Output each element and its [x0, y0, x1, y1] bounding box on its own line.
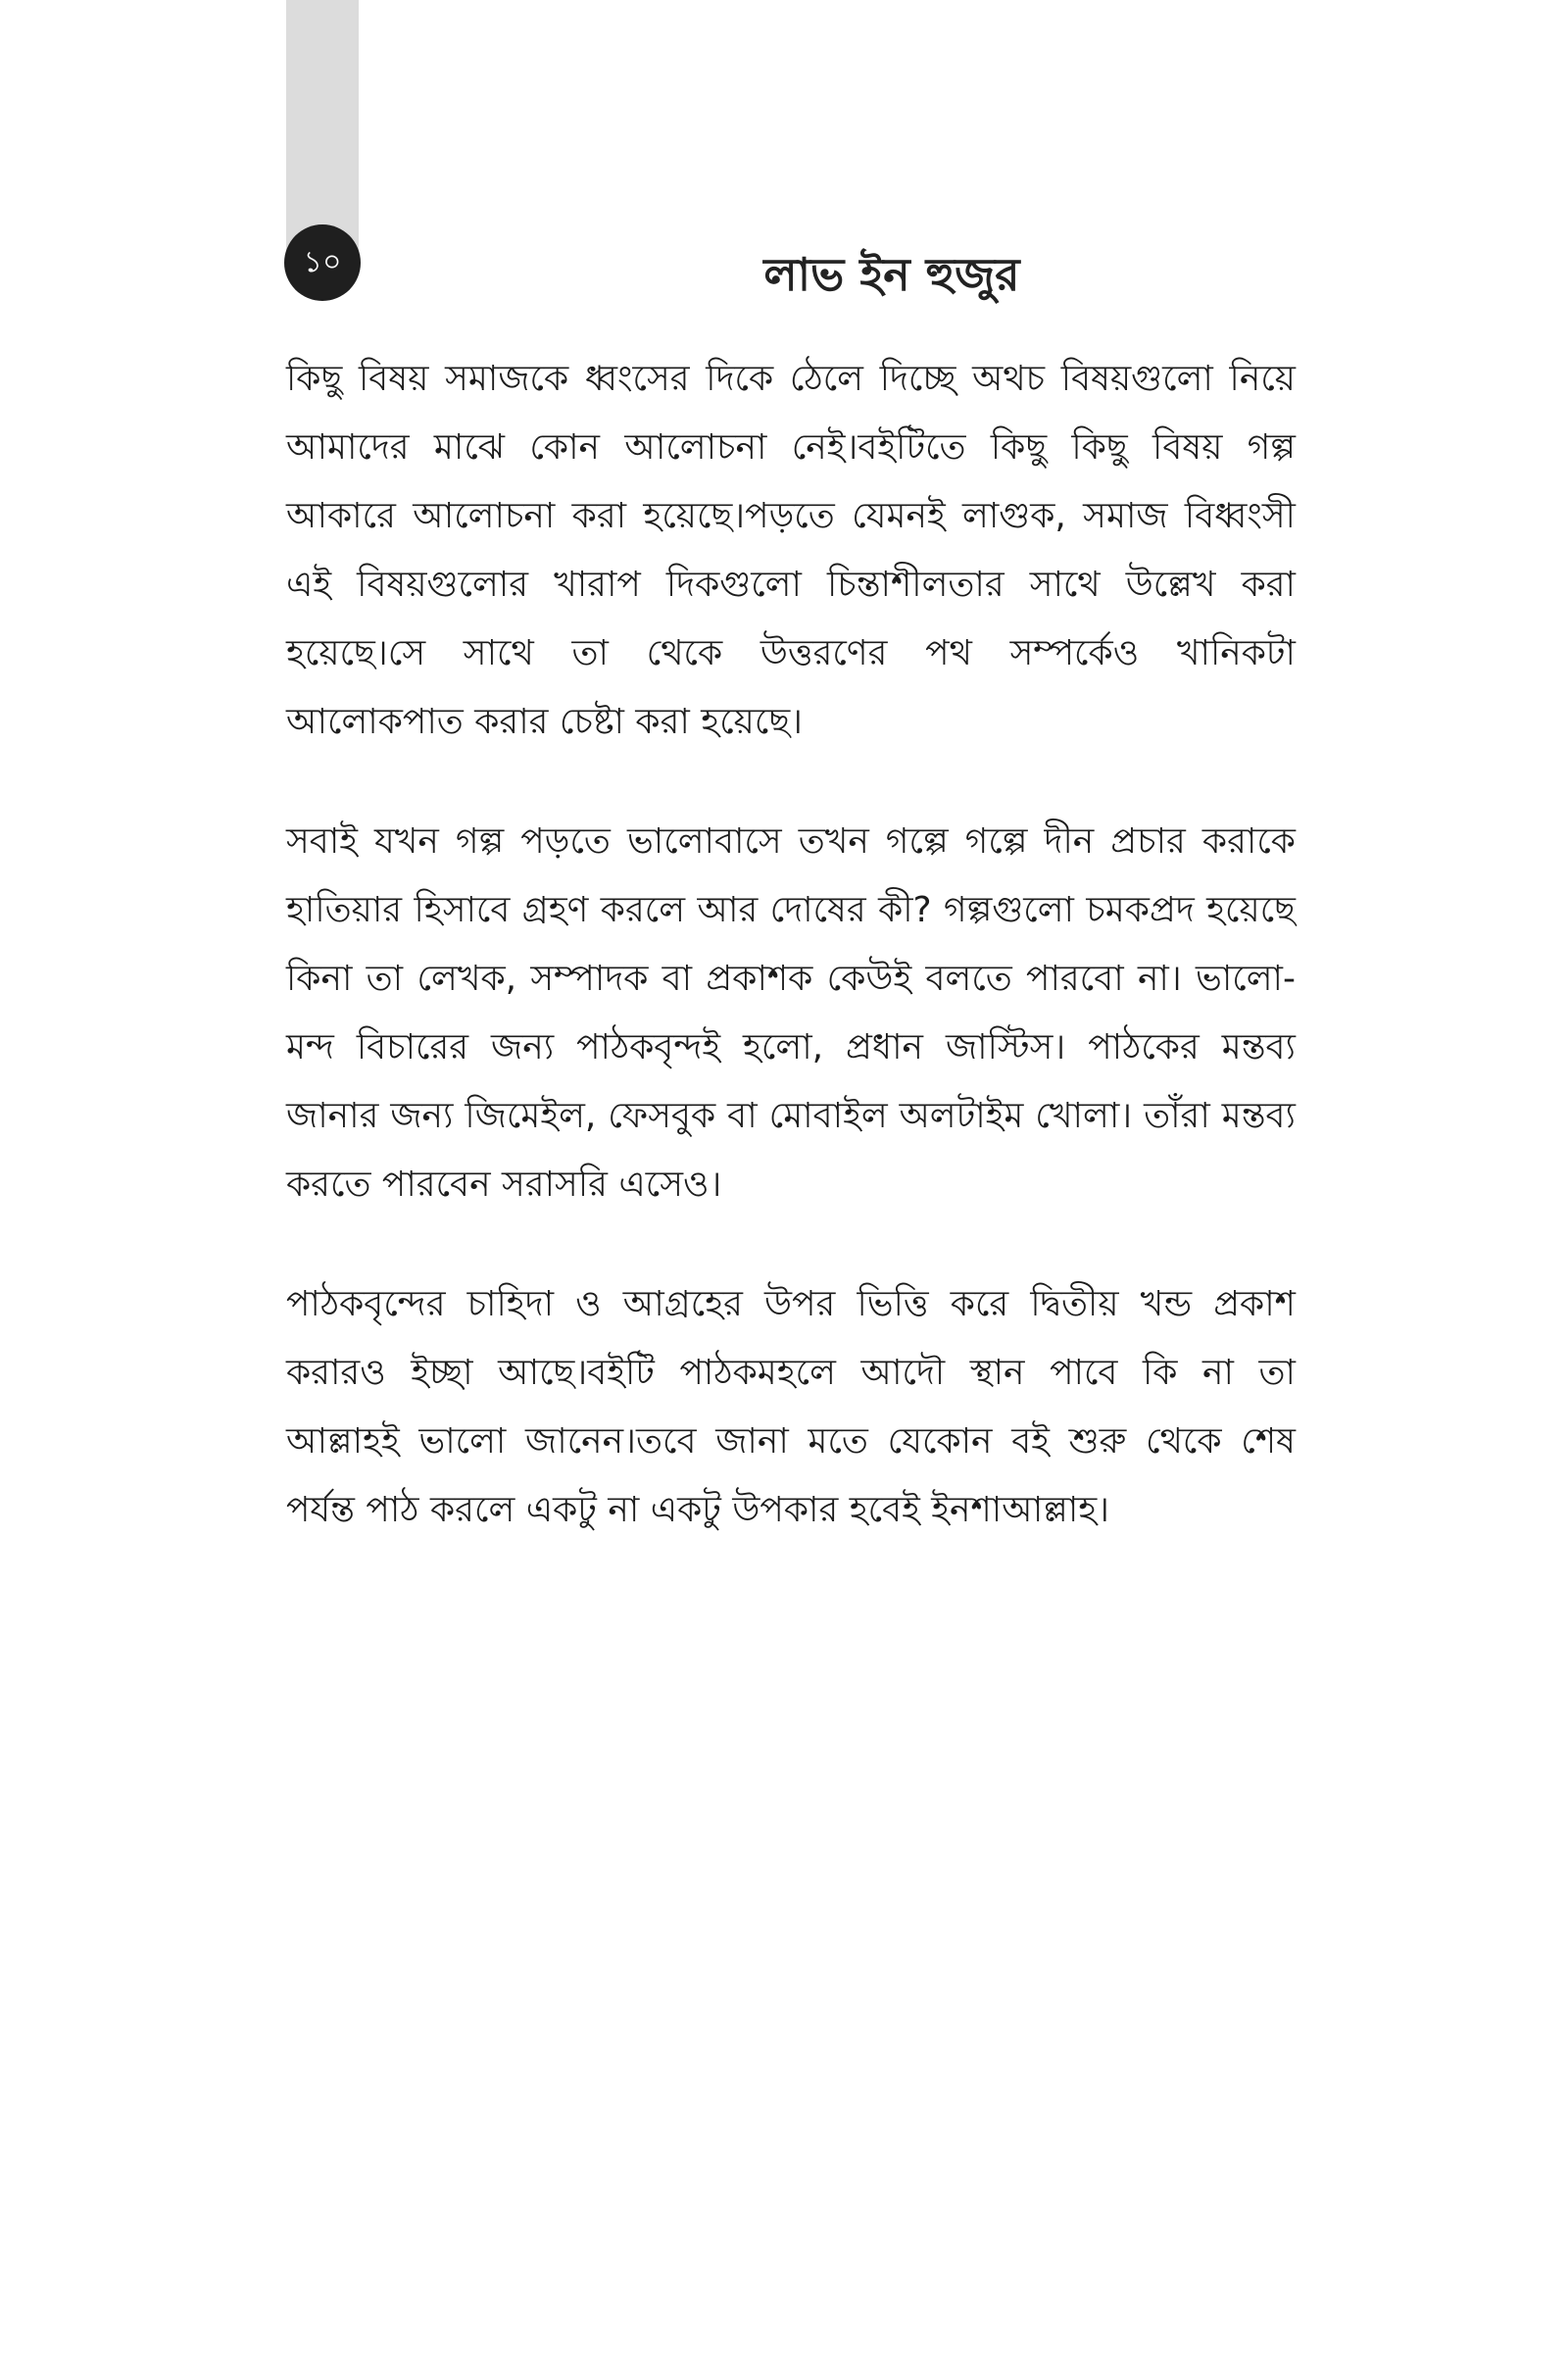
paragraph-3: পাঠকবৃন্দের চাহিদা ও আগ্রহের উপর ভিত্তি করে দ্বিতীয় খন্ড প্রকাশ করারও ইচ্ছা আছে।বইটি পাঠকমহলে আদৌ স্থান পাবে কি না তা আল্লাহই ভালো জানেন।তবে জানা মতে যেকোন বই শুরু থেকে শেষ পর্যন্ত পাঠ করলে একটু না একটু উপকার হবেই ইনশাআল্লাহ।: [286, 1284, 1296, 1530]
page-number-badge: ১০: [284, 224, 361, 301]
running-title: লাভ ইন হুজুর: [763, 248, 1020, 301]
paragraph-2: সবাই যখন গল্প পড়তে ভালোবাসে তখন গল্পে গল্পে দীন প্রচার করাকে হাতিয়ার হিসাবে গ্রহণ করলে আর দোষের কী? গল্পগুলো চমকপ্রদ হয়েছে কিনা তা লেখক, সম্পাদক বা প্রকাশক কেউই বলতে পারবো না। ভালো-মন্দ বিচারের জন্য পাঠকবৃন্দই হলো, প্রধান জাস্টিস। পাঠকের মন্তব্য জানার জন্য জিমেইল, ফেসবুক বা মোবাইল অলটাইম খোলা। তাঁরা মন্তব্য করতে পারবেন সরাসরি এসেও।: [286, 821, 1296, 1205]
page-edge-tab: [286, 0, 359, 263]
paragraph-1: কিছু বিষয় সমাজকে ধ্বংসের দিকে ঠেলে দিচ্ছে অথচ বিষয়গুলো নিয়ে আমাদের মাঝে কোন আলোচনা নেই।বইটিতে কিছু কিছু বিষয় গল্প আকারে আলোচনা করা হয়েছে।পড়তে যেমনই লাগুক, সমাজ বিধ্বংসী এই বিষয়গুলোর খারাপ দিকগুলো চিন্তাশীলতার সাথে উল্লেখ করা হয়েছে।সে সাথে তা থেকে উত্তরণের পথ সম্পর্কেও খানিকটা আলোকপাত করার চেষ্টা করা হয়েছে।: [286, 359, 1296, 742]
body-text: [286, 345, 1296, 1596]
